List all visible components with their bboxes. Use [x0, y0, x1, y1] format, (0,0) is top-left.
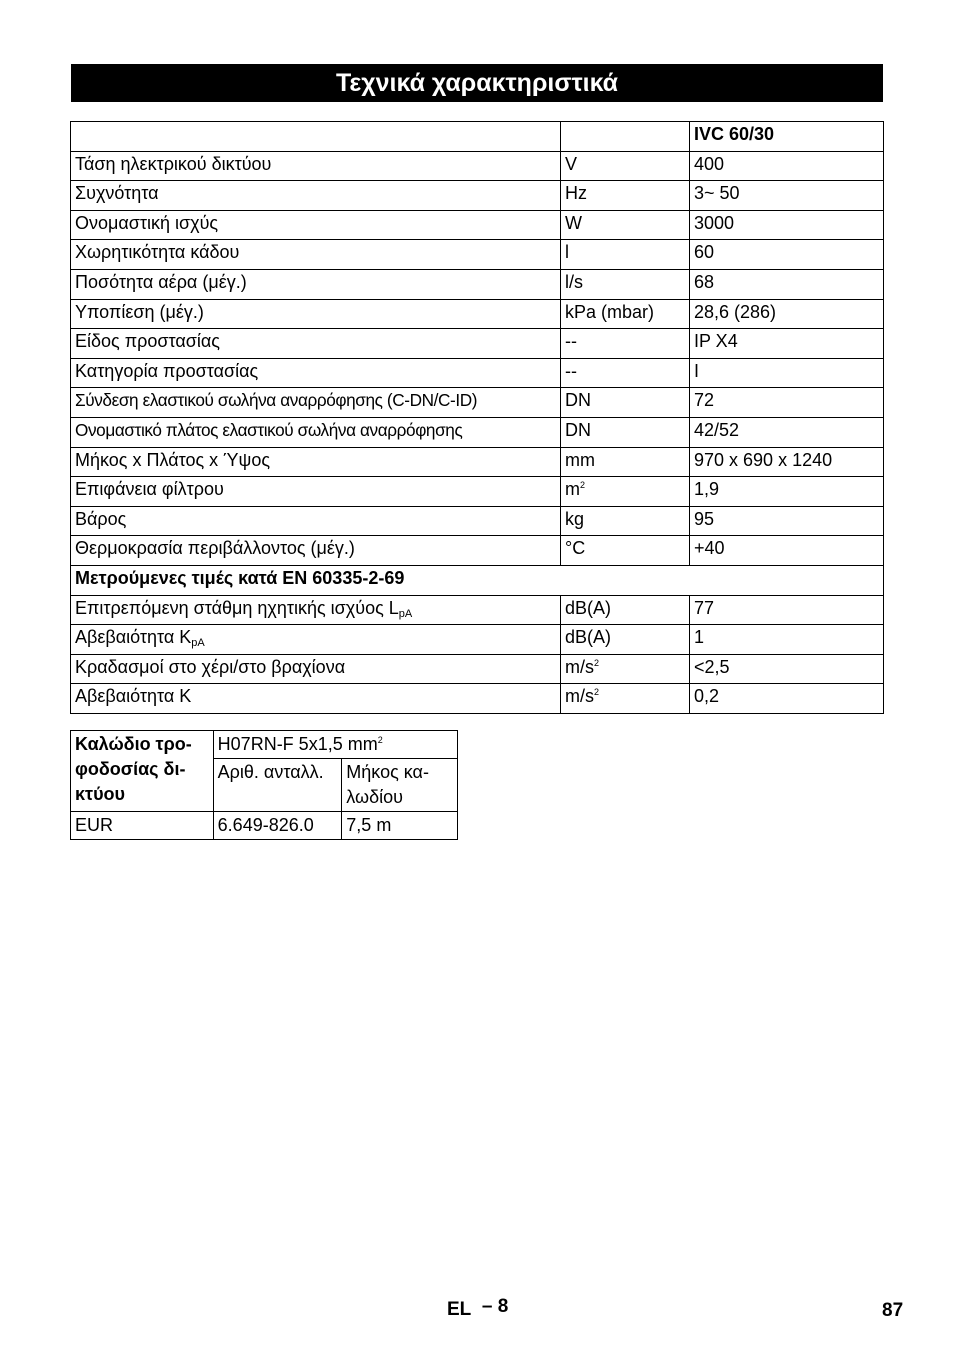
spec-unit: V [561, 151, 690, 181]
spec-value: 970 x 690 x 1240 [690, 447, 884, 477]
cable-type: H07RN-F 5x1,5 $mm^2$ [213, 731, 457, 759]
model-header: IVC 60/30 [690, 122, 884, 152]
part-number-label: Αριθ. ανταλλ. [213, 759, 342, 812]
spec-value: 3000 [690, 210, 884, 240]
measured-label: Αβεβαιότητα $K_{pA}$ [71, 625, 561, 655]
spec-value: 42/52 [690, 417, 884, 447]
spec-label: Χωρητικότητα κάδου [71, 240, 561, 270]
spec-label: Ονομαστικό πλάτος ελαστικού σωλήνα αναρρόφησης [71, 417, 561, 447]
measured-unit: dB(A) [561, 595, 690, 625]
measured-value: <2,5 [690, 654, 884, 684]
table-row [71, 417, 884, 447]
spec-label: Κατηγορία προστασίας [71, 358, 561, 388]
spec-unit: Hz [561, 181, 690, 211]
spec-unit: DN [561, 417, 690, 447]
measured-value: 0,2 [690, 684, 884, 714]
spec-label: Συχνότητα [71, 181, 561, 211]
spec-unit: l [561, 240, 690, 270]
measured-values-heading-row [71, 565, 884, 595]
spec-value: 1,9 [690, 477, 884, 507]
spec-unit: -- [561, 358, 690, 388]
spec-value: 68 [690, 269, 884, 299]
region-cell: EUR [71, 812, 214, 840]
table-row [71, 536, 884, 566]
spec-unit: kg [561, 506, 690, 536]
table-row [71, 181, 884, 211]
measured-value: 1 [690, 625, 884, 655]
table-row [71, 684, 884, 714]
spec-label: Βάρος [71, 506, 561, 536]
spec-value: 28,6 (286) [690, 299, 884, 329]
spec-label: Υποπίεση (μέγ.) [71, 299, 561, 329]
spec-label: Είδος προστασίας [71, 329, 561, 359]
cable-length-label: Μήκος κα- λωδίου [342, 759, 458, 812]
table-row [71, 299, 884, 329]
table-row [71, 151, 884, 181]
spec-label: Μήκος x Πλάτος x Ύψος [71, 447, 561, 477]
table-row [71, 477, 884, 507]
table-row [71, 358, 884, 388]
spec-value: 60 [690, 240, 884, 270]
spec-unit: kPa (mbar) [561, 299, 690, 329]
spec-label: Θερμοκρασία περιβάλλοντος (μέγ.) [71, 536, 561, 566]
measured-unit: $m/s^2$ [561, 684, 690, 714]
measured-label: Επιτρεπόμενη στάθμη ηχητικής ισχύος $L_{pA}$ [71, 595, 561, 625]
spec-unit: -- [561, 329, 690, 359]
empty-header-cell [71, 122, 561, 152]
spec-label: Σύνδεση ελαστικού σωλήνα αναρρόφησης (C-DN/C-ID) [71, 388, 561, 418]
table-row [71, 595, 884, 625]
table-row [71, 625, 884, 655]
table-row [71, 388, 884, 418]
cable-length-cell: 7,5 m [342, 812, 458, 840]
spec-unit: °C [561, 536, 690, 566]
spec-value: I [690, 358, 884, 388]
technical-data-table [70, 121, 884, 714]
table-row [71, 731, 458, 759]
table-row [71, 210, 884, 240]
spec-value: 95 [690, 506, 884, 536]
spec-unit: mm [561, 447, 690, 477]
table-row [71, 654, 884, 684]
measured-value: 77 [690, 595, 884, 625]
empty-header-cell [561, 122, 690, 152]
spec-unit: W [561, 210, 690, 240]
spec-value: 400 [690, 151, 884, 181]
measured-values-heading: Μετρούμενες τιμές κατά EN 60335-2-69 [71, 565, 884, 595]
table-row [71, 269, 884, 299]
spec-unit: l/s [561, 269, 690, 299]
spec-label: Ποσότητα αέρα (μέγ.) [71, 269, 561, 299]
table-row [71, 812, 458, 840]
measured-unit: dB(A) [561, 625, 690, 655]
footer-section: EL – 8 [447, 1296, 509, 1320]
measured-label: Κραδασμοί στο χέρι/στο βραχίονα [71, 654, 561, 684]
spec-value: 72 [690, 388, 884, 418]
table-row [71, 447, 884, 477]
spec-value: +40 [690, 536, 884, 566]
cable-header: Καλώδιο τρο- φοδοσίας δι- κτύου [71, 731, 214, 812]
table-row [71, 506, 884, 536]
spec-label: Ονομαστική ισχύς [71, 210, 561, 240]
page-number: 87 [882, 1300, 904, 1321]
measured-unit: $m/s^2$ [561, 654, 690, 684]
spec-value: 3~ 50 [690, 181, 884, 211]
table-row [71, 240, 884, 270]
measured-label: Αβεβαιότητα K [71, 684, 561, 714]
table-row [71, 329, 884, 359]
spec-unit: $m^2$ [561, 477, 690, 507]
cable-table [70, 730, 458, 840]
spec-value: IP X4 [690, 329, 884, 359]
spec-label: Επιφάνεια φίλτρου [71, 477, 561, 507]
page-title: Τεχνικά χαρακτηριστικά [71, 64, 883, 102]
table-header-row [71, 122, 884, 152]
spec-label: Τάση ηλεκτρικού δικτύου [71, 151, 561, 181]
spec-unit: DN [561, 388, 690, 418]
part-number-cell: 6.649-826.0 [213, 812, 342, 840]
